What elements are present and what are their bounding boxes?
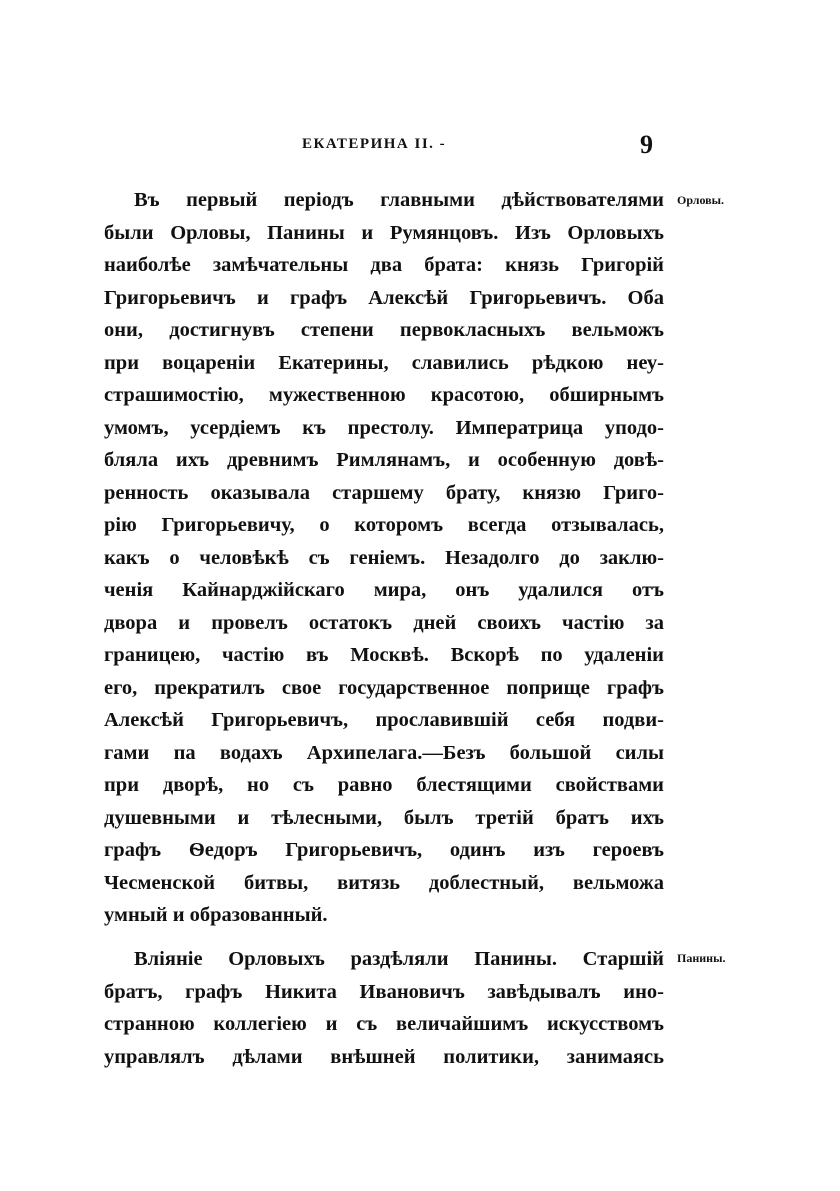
text-line: братъ, графъ Никита Ивановичъ завѣдывалъ ино-	[104, 980, 664, 1003]
text-line: бляла ихъ древнимъ Римлянамъ, и особенную довѣ-	[104, 449, 664, 471]
paragraph-paniny	[104, 943, 664, 1073]
text-line: Вліяніе Орловыхъ раздѣляли Панины. Старшій	[134, 948, 664, 970]
text-line: умомъ, усердіемъ къ престолу. Императрица уподо-	[104, 416, 664, 439]
text-line: ренность оказывала старшему брату, князю Григо-	[104, 481, 664, 504]
page-header	[0, 130, 840, 160]
text-line: рію Григорьевичу, о которомъ всегда отзывалась,	[104, 514, 664, 536]
text-line: Григорьевичъ и графъ Алексѣй Григорьевичъ. Оба	[104, 286, 664, 309]
margin-note-orlovy: Орловы.	[677, 193, 724, 207]
text-line: Чесменской битвы, витязь доблестный, вельможа	[104, 871, 664, 894]
text-line: странною коллегіею и съ величайшимъ искусствомъ	[104, 1013, 664, 1035]
margin-note-paniny: Панины.	[677, 951, 726, 965]
text-line: границею, частію въ Москвѣ. Вскорѣ по удаленіи	[104, 644, 664, 666]
text-line: графъ Ѳедоръ Григорьевичъ, одинъ изъ героевъ	[104, 839, 664, 861]
running-title: ЕКАТЕРИНА II. -	[302, 136, 447, 152]
text-line: управлялъ дѣлами внѣшней политики, занимаясь	[104, 1045, 664, 1068]
text-line: Въ первый періодъ главными дѣйствователями	[134, 189, 664, 211]
text-line: страшимостію, мужественною красотою, обширнымъ	[104, 384, 664, 406]
text-line: при воцареніи Екатерины, славились рѣдкою неу-	[104, 351, 664, 374]
text-line: какъ о человѣкѣ съ геніемъ. Незадолго до заклю-	[104, 546, 664, 569]
text-line: гами па водахъ Архипелага.—Безъ большой силы	[104, 741, 664, 764]
text-line: они, достигнувъ степени первокласныхъ вельможъ	[104, 319, 664, 341]
text-line: были Орловы, Панины и Румянцовъ. Изъ Орловыхъ	[104, 221, 664, 244]
text-line: ченія Кайнарджійскаго мира, онъ удалился отъ	[104, 579, 664, 601]
page-number: 9	[640, 130, 653, 159]
text-line: душевными и тѣлесными, былъ третій братъ ихъ	[104, 806, 664, 829]
text-line: умный и образованный.	[104, 904, 328, 926]
text-line: наиболѣе замѣчательны два брата: князь Григорій	[104, 254, 664, 276]
text-line: его, прекратилъ свое государственное поприще графъ	[104, 676, 664, 699]
text-line: при дворѣ, но съ равно блестящими свойствами	[104, 774, 664, 796]
text-line: двора и провелъ остатокъ дней своихъ частію за	[104, 611, 664, 634]
paragraph-orlovy	[104, 184, 664, 932]
text-line: Алексѣй Григорьевичъ, прославившій себя подви-	[104, 709, 664, 731]
